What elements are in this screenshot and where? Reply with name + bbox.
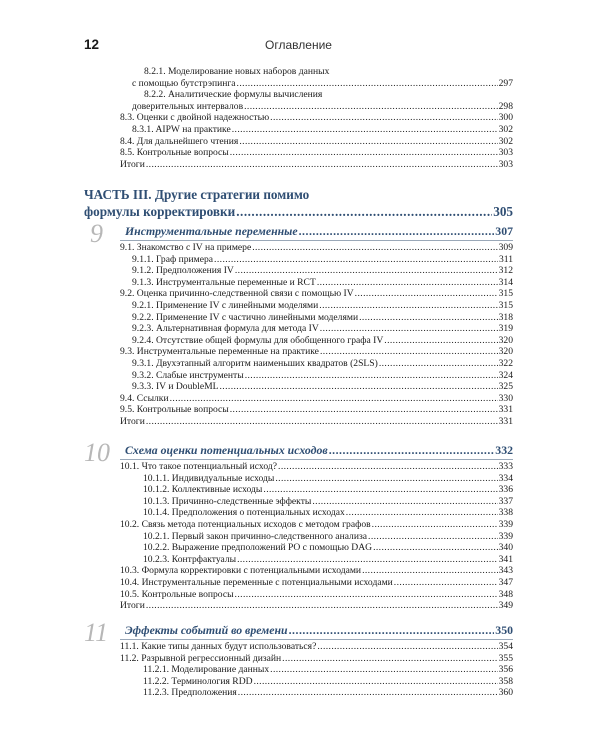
toc-entry-page: 331 bbox=[498, 416, 513, 427]
toc-entry-page: 325 bbox=[498, 381, 513, 393]
chapter-heading bbox=[125, 623, 513, 638]
toc-entry-title: 9.3.1. Двухэтапный алгоритм наименьших квадратов (2SLS) bbox=[132, 358, 378, 369]
toc-entry-title: 10.1. Что такое потенциальный исход? bbox=[120, 461, 278, 472]
dot-leader bbox=[317, 277, 498, 289]
toc-entry bbox=[120, 600, 513, 612]
dot-leader bbox=[368, 531, 498, 543]
dot-leader bbox=[320, 346, 498, 358]
toc-entry-page: 303 bbox=[498, 158, 513, 170]
toc-entry-title: доверительных интервалов bbox=[132, 100, 244, 112]
toc-entry-title: 9.2.4. Отсутствие общей формулы для обобщенного графа IV bbox=[132, 334, 384, 346]
toc-entry bbox=[120, 416, 513, 428]
toc-entry bbox=[120, 346, 513, 358]
toc-entry-title: 11.2.3. Предположения bbox=[143, 687, 237, 699]
toc-entry-page: 300 bbox=[498, 112, 513, 124]
toc-entry bbox=[143, 507, 513, 519]
toc-entry-title: 11.2.2. Терминология RDD bbox=[143, 675, 253, 687]
toc-entry-title: 10.1.2. Коллективные исходы bbox=[143, 484, 263, 496]
toc-entry-page: 322 bbox=[498, 358, 513, 369]
toc-entry bbox=[132, 277, 513, 289]
toc-entry-title: с помощью бутстрэпинга bbox=[132, 77, 236, 89]
toc-entry-page: 303 bbox=[498, 147, 513, 159]
toc-entry-title: 8.4. Для дальнейшего чтения bbox=[120, 135, 239, 147]
chapter-page: 332 bbox=[495, 443, 513, 457]
dot-leader bbox=[270, 664, 497, 676]
toc-entry-title: 10.2.2. Выражение предположений PO с помощью DAG bbox=[143, 542, 373, 554]
toc-entry-title: 10.5. Контрольные вопросы bbox=[120, 588, 234, 600]
toc-entry bbox=[132, 254, 513, 266]
toc-entry bbox=[120, 565, 513, 577]
toc-entry bbox=[120, 404, 513, 416]
dot-leader bbox=[278, 461, 498, 473]
dot-leader bbox=[362, 565, 498, 577]
part-page: 305 bbox=[493, 204, 513, 219]
toc-entry-title: 10.4. Инструментальные переменные с потенциальными исходами bbox=[120, 577, 393, 588]
toc-entry bbox=[143, 687, 513, 699]
toc-entry-page: 318 bbox=[498, 311, 513, 323]
toc-entry-title: 9.1. Знакомство с IV на примере bbox=[120, 242, 252, 253]
toc-entry-title: 10.2. Связь метода потенциальных исходов с методом графов bbox=[120, 519, 371, 530]
toc-entry bbox=[120, 393, 513, 405]
dot-leader bbox=[220, 381, 498, 393]
chapter-number: 10 bbox=[84, 438, 110, 467]
chapter-title: Эффекты событий во времени bbox=[125, 623, 288, 637]
dot-leader bbox=[146, 600, 498, 612]
toc-entry-title: 9.4. Ссылки bbox=[120, 392, 169, 404]
toc-entry-title: 8.5. Контрольные вопросы bbox=[120, 147, 229, 159]
toc-entry-page: 340 bbox=[498, 542, 513, 554]
toc-entry bbox=[143, 664, 513, 676]
toc-entry bbox=[132, 312, 513, 324]
toc-entry bbox=[143, 473, 513, 485]
toc-entry-page: 297 bbox=[498, 77, 513, 89]
dot-leader bbox=[270, 112, 497, 124]
chapter-heading bbox=[125, 443, 513, 458]
toc-entry-page: 302 bbox=[498, 135, 513, 147]
toc-entry-title: 9.2.2. Применение IV с частично линейными моделями bbox=[132, 311, 359, 323]
toc-entry bbox=[144, 66, 513, 78]
chapter-title: Инструментальные переменные bbox=[125, 224, 298, 238]
toc-entry-title: 9.2. Оценка причинно-следственной связи с помощью IV bbox=[120, 288, 354, 300]
dot-leader bbox=[312, 496, 497, 508]
toc-entry bbox=[120, 577, 513, 589]
dot-leader bbox=[170, 393, 498, 405]
toc-entry bbox=[143, 496, 513, 508]
page-header bbox=[84, 37, 513, 57]
dot-leader bbox=[254, 676, 498, 688]
toc-entry-page: 319 bbox=[498, 323, 513, 335]
toc-entry-title: 8.2.2. Аналитические формулы вычисления bbox=[144, 89, 323, 101]
dot-leader bbox=[238, 687, 498, 699]
dot-leader bbox=[239, 136, 497, 148]
toc-entry-title: 9.3.3. IV и DoubleML bbox=[132, 381, 219, 393]
toc-entry-page: 349 bbox=[498, 600, 513, 612]
toc-entry-page: 336 bbox=[498, 484, 513, 496]
toc-entry-title: 11.2.1. Моделирование данных bbox=[143, 664, 270, 676]
dot-leader bbox=[372, 519, 498, 531]
dot-leader bbox=[359, 312, 498, 324]
toc-entry bbox=[143, 484, 513, 496]
toc-entry-title: 8.2.1. Моделирование новых наборов данных bbox=[144, 66, 330, 77]
toc-entry bbox=[120, 136, 513, 148]
toc-entry bbox=[144, 89, 513, 101]
dot-leader bbox=[319, 300, 497, 312]
chapter-rule bbox=[120, 639, 513, 640]
toc-entry-page: 358 bbox=[498, 675, 513, 687]
toc-entry-title: 9.1.1. Граф примера bbox=[132, 253, 214, 265]
toc-entry-page: 320 bbox=[498, 346, 513, 358]
toc-entry-page: 341 bbox=[498, 553, 513, 565]
toc-entry-title: 10.2.1. Первый закон причинно-следственного анализа bbox=[143, 530, 368, 542]
dot-leader bbox=[235, 589, 498, 601]
toc-entry bbox=[132, 370, 513, 382]
toc-entry-page: 331 bbox=[498, 404, 513, 416]
toc-entry-title: 11.1. Какие типы данных будут использоваться? bbox=[120, 641, 317, 652]
toc-entry-page: 337 bbox=[498, 495, 513, 507]
toc-entry-page: 356 bbox=[498, 664, 513, 676]
toc-entry-title: 9.3.2. Слабые инструменты bbox=[132, 369, 244, 381]
toc-entry-page: 339 bbox=[498, 530, 513, 542]
toc-entry-page: 330 bbox=[498, 392, 513, 404]
toc-entry-page: 354 bbox=[498, 641, 513, 652]
toc-entry bbox=[120, 461, 513, 473]
toc-entry-page: 355 bbox=[498, 652, 513, 664]
chapter-title: Схема оценки потенциальных исходов bbox=[125, 443, 328, 457]
dot-leader bbox=[373, 542, 498, 554]
toc-entry bbox=[143, 542, 513, 554]
toc-entry bbox=[143, 554, 513, 566]
dot-leader bbox=[317, 641, 497, 653]
toc-entry-title: 8.3.1. AIPW на практике bbox=[132, 124, 231, 135]
dot-leader bbox=[214, 254, 498, 266]
toc-entry bbox=[132, 335, 513, 347]
toc-entry bbox=[120, 589, 513, 601]
toc-entry-title: 10.1.3. Причинно-следственные эффекты bbox=[143, 495, 312, 507]
toc-entry-page: 348 bbox=[498, 588, 513, 600]
toc-entry bbox=[132, 265, 513, 277]
toc-entry-title: 9.3. Инструментальные переменные на практике bbox=[120, 346, 319, 358]
chapter-number: 11 bbox=[84, 618, 109, 647]
toc-entry bbox=[132, 381, 513, 393]
toc-entry bbox=[120, 159, 513, 171]
toc-entry-title: 10.2.3. Контрфактуалы bbox=[143, 553, 237, 565]
toc-entry-title: 9.5. Контрольные вопросы bbox=[120, 404, 229, 416]
toc-entry-page: 343 bbox=[498, 565, 513, 577]
toc-entry-page: 333 bbox=[498, 461, 513, 472]
dot-leader bbox=[237, 554, 498, 566]
toc-entry-page: 298 bbox=[498, 100, 513, 112]
toc-entry bbox=[120, 242, 513, 254]
toc-entry-title: Итоги bbox=[120, 416, 145, 427]
dot-leader bbox=[245, 370, 498, 382]
dot-leader bbox=[329, 443, 495, 458]
toc-entry-title: 11.2. Разрывной регрессионный дизайн bbox=[120, 652, 282, 664]
toc-entry-page: 315 bbox=[498, 300, 513, 311]
dot-leader bbox=[263, 484, 497, 496]
toc-entry bbox=[120, 519, 513, 531]
dot-leader bbox=[355, 288, 498, 300]
toc-entry-title: 8.3. Оценки с двойной надежностью bbox=[120, 112, 270, 124]
toc-entry-page: 311 bbox=[498, 253, 513, 265]
dot-leader bbox=[289, 623, 495, 638]
part-title-text: формулы корректировки bbox=[84, 204, 236, 219]
toc-entry bbox=[132, 78, 513, 90]
toc-entry-page: 302 bbox=[498, 124, 513, 135]
dot-leader bbox=[235, 265, 498, 277]
toc-entry-page: 360 bbox=[498, 687, 513, 699]
toc-entry bbox=[120, 288, 513, 300]
toc-entry bbox=[120, 641, 513, 653]
toc-entry-page: 312 bbox=[498, 265, 513, 277]
running-title: Оглавление bbox=[265, 38, 332, 52]
toc-entry-title: 10.3. Формула корректировки с потенциальными исходами bbox=[120, 565, 362, 577]
chapter-page: 307 bbox=[495, 224, 513, 238]
toc-entry bbox=[132, 101, 513, 113]
chapter-number: 9 bbox=[90, 219, 103, 248]
toc-entry-page: 314 bbox=[498, 276, 513, 288]
toc-entry bbox=[132, 300, 513, 312]
toc-entry-page: 309 bbox=[498, 242, 513, 253]
chapter-heading bbox=[125, 224, 513, 239]
dot-leader bbox=[346, 507, 498, 519]
toc-entry-page: 339 bbox=[498, 519, 513, 530]
toc-entry bbox=[132, 323, 513, 335]
dot-leader bbox=[384, 335, 497, 347]
toc-entry bbox=[120, 653, 513, 665]
toc-entry-page: 334 bbox=[498, 472, 513, 484]
dot-leader bbox=[232, 124, 498, 136]
toc-entry-page: 338 bbox=[498, 507, 513, 519]
dot-leader bbox=[146, 416, 498, 428]
toc-entry bbox=[143, 531, 513, 543]
toc-entry-title: 9.2.1. Применение IV с линейными моделями bbox=[132, 300, 319, 311]
toc-entry-page: 324 bbox=[498, 369, 513, 381]
dot-leader bbox=[230, 147, 498, 159]
dot-leader bbox=[282, 653, 497, 665]
toc-entry-title: 9.1.2. Предположения IV bbox=[132, 265, 234, 277]
dot-leader bbox=[252, 242, 497, 254]
dot-leader bbox=[236, 203, 492, 220]
toc-entry-page: 320 bbox=[498, 334, 513, 346]
toc-entry-title: Итоги bbox=[120, 600, 145, 612]
toc-entry-title: Итоги bbox=[120, 158, 145, 170]
dot-leader bbox=[275, 473, 497, 485]
toc-entry bbox=[120, 147, 513, 159]
toc-entry-title: 10.1.4. Предположения о потенциальных исходах bbox=[143, 507, 345, 519]
toc-entry bbox=[143, 676, 513, 688]
toc-entry-page: 347 bbox=[498, 577, 513, 588]
dot-leader bbox=[237, 78, 498, 90]
part-title-line2 bbox=[84, 203, 513, 220]
dot-leader bbox=[299, 224, 495, 239]
dot-leader bbox=[146, 159, 498, 171]
toc-entry bbox=[132, 358, 513, 370]
toc-entry-title: 10.1.1. Индивидуальные исходы bbox=[143, 472, 275, 484]
dot-leader bbox=[394, 577, 498, 589]
toc-entry-title: 9.1.3. Инструментальные переменные и RCT bbox=[132, 276, 316, 288]
page-number: 12 bbox=[84, 37, 100, 52]
dot-leader bbox=[244, 101, 498, 113]
dot-leader bbox=[379, 358, 498, 370]
chapter-rule bbox=[120, 240, 513, 241]
toc-entry-title: 9.2.3. Альтернативная формула для метода IV bbox=[132, 323, 319, 335]
dot-leader bbox=[320, 323, 498, 335]
toc-entry bbox=[120, 112, 513, 124]
part-title: ЧАСТЬ III. Другие стратегии помимо bbox=[84, 187, 310, 202]
dot-leader bbox=[230, 404, 498, 416]
chapter-rule bbox=[120, 459, 513, 460]
toc-entry-page: 315 bbox=[498, 288, 513, 300]
toc-entry bbox=[132, 124, 513, 136]
chapter-page: 350 bbox=[495, 623, 513, 637]
